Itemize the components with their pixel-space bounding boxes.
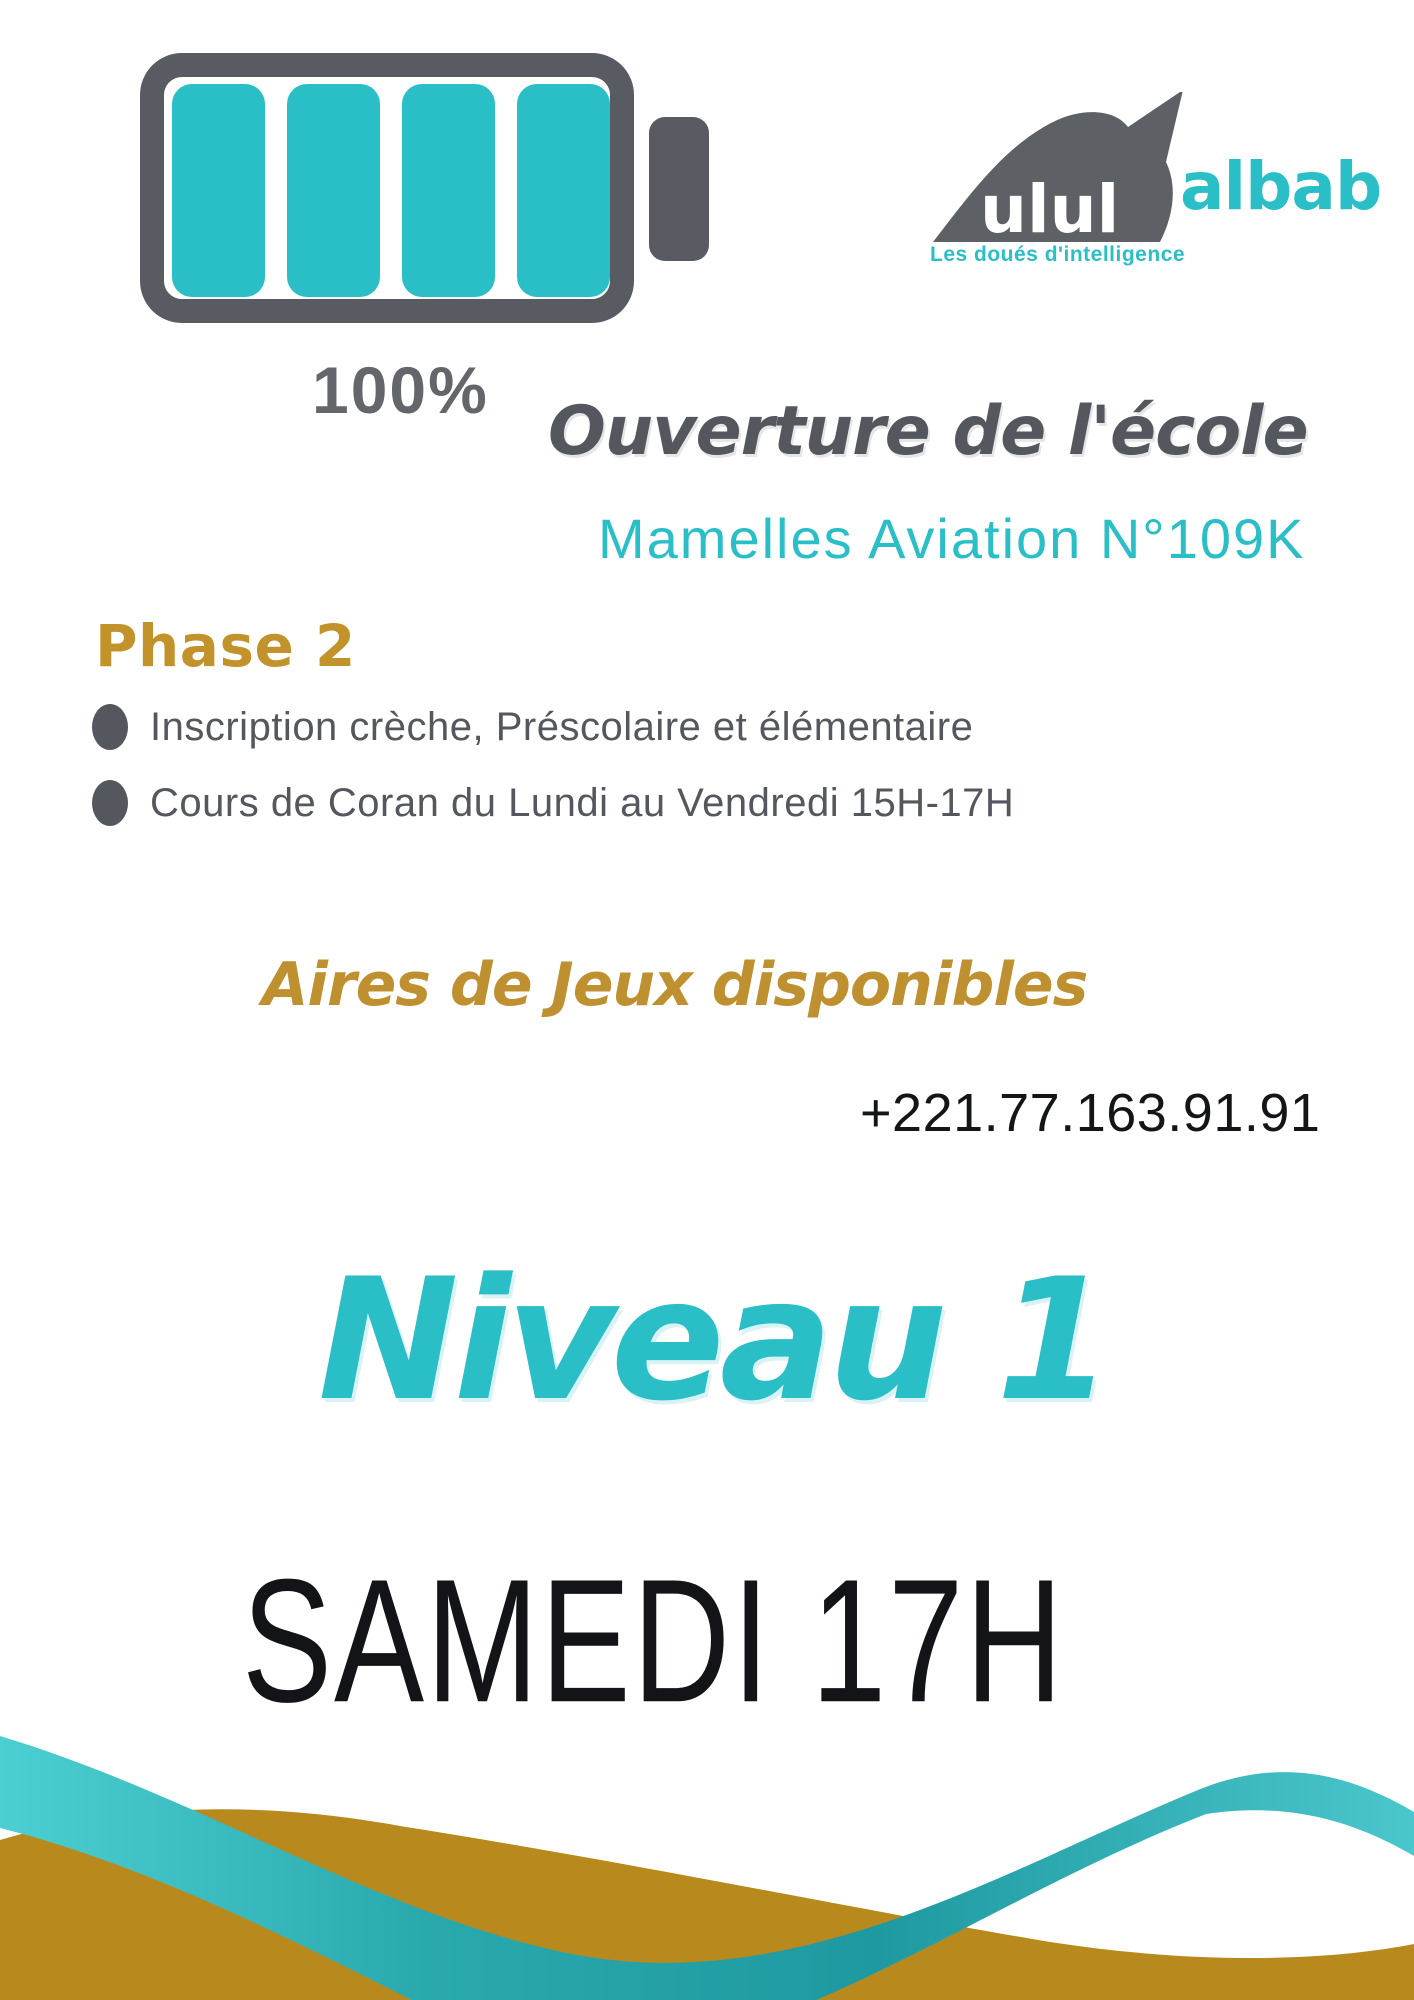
logo-mark-icon xyxy=(928,92,1186,244)
list-item-label: Cours de Coran du Lundi au Vendredi 15H-17H xyxy=(150,780,1015,825)
list-item xyxy=(92,774,1014,832)
schedule-title: SAMEDI 17H xyxy=(242,1542,1065,1739)
list-item-label: Inscription crèche, Préscolaire et élémentaire xyxy=(150,704,974,749)
battery-percent-label: 100% xyxy=(312,353,489,427)
bottom-wave-graphic xyxy=(0,1700,1414,2000)
logo-mark-text: ulul xyxy=(980,171,1120,244)
phase-list xyxy=(92,698,1014,850)
battery-bar xyxy=(287,84,380,297)
bullet-icon xyxy=(92,704,128,750)
bullet-icon xyxy=(92,780,128,826)
phone-number: +221.77.163.91.91 xyxy=(860,1083,1321,1143)
brand-name: albab xyxy=(1180,148,1382,225)
battery-terminal xyxy=(649,117,709,261)
level-title: Niveau 1 xyxy=(318,1242,1108,1438)
phase-heading: Phase 2 xyxy=(95,612,356,680)
battery-bar xyxy=(402,84,495,297)
list-item xyxy=(92,698,1014,756)
brand-tagline: Les doués d'intelligence xyxy=(930,243,1186,266)
page-title: Ouverture de l'école xyxy=(548,392,1308,471)
battery-bar xyxy=(517,84,610,297)
playground-note: Aires de Jeux disponibles xyxy=(262,950,1088,1020)
page-subtitle: Mamelles Aviation N°109K xyxy=(598,507,1306,570)
battery-icon xyxy=(138,48,718,328)
battery-bar xyxy=(172,84,265,297)
